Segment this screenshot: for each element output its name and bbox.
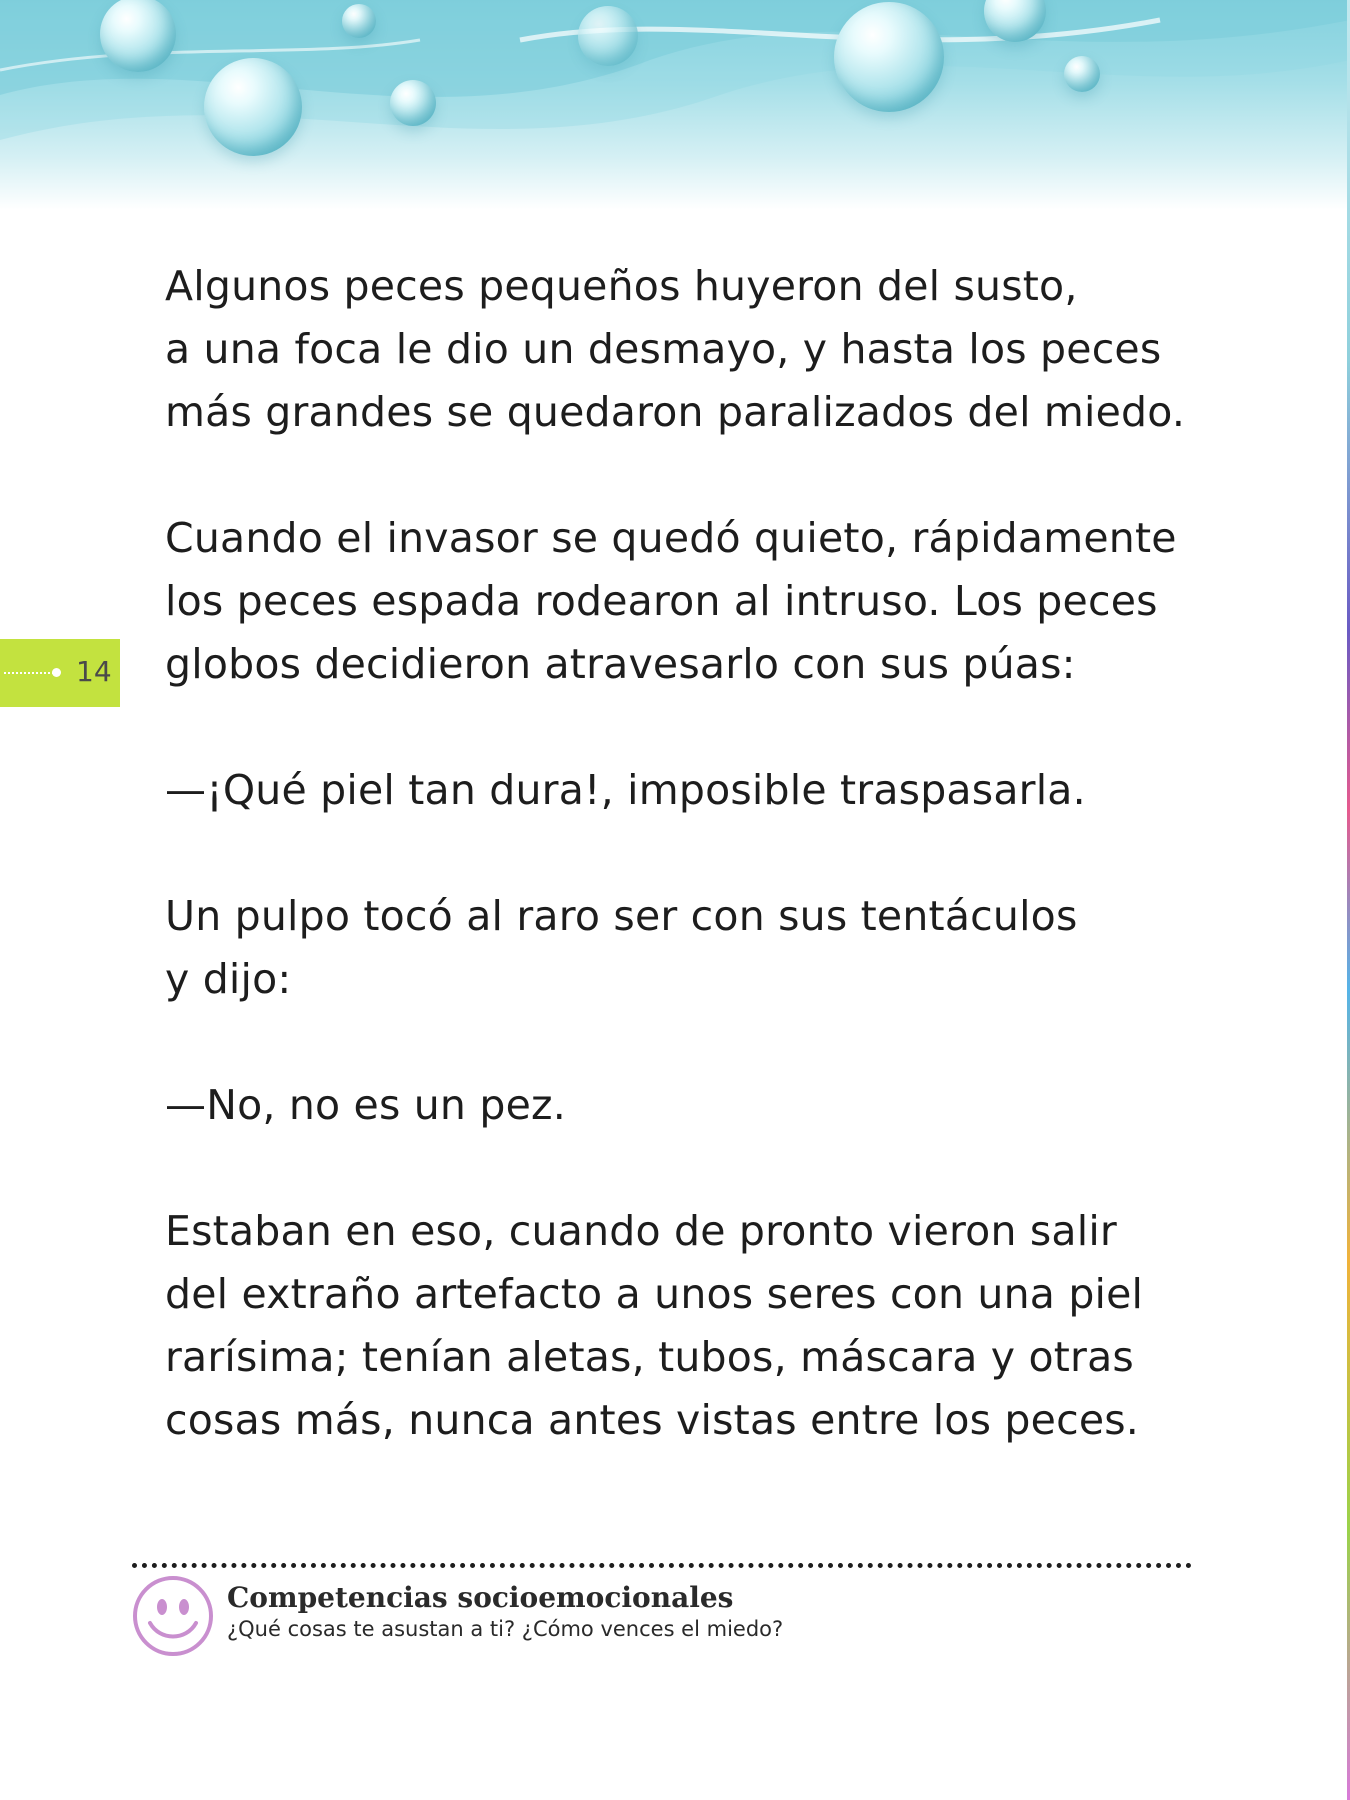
text-line: globos decidieron atravesarlo con sus púas: [165,640,1076,688]
smiley-face-icon [132,1575,214,1657]
water-header [0,0,1350,210]
paragraph-3 [165,759,1225,822]
text-line: cosas más, nunca antes vistas entre los peces. [165,1396,1140,1444]
text-line: los peces espada rodearon al intruso. Los peces [165,577,1158,625]
text-line: Un pulpo tocó al raro ser con sus tentáculos [165,892,1078,940]
text-line: Estaban en eso, cuando de pronto vieron salir [165,1207,1117,1255]
tab-dotted-line [4,672,54,674]
page-number-tab [0,639,120,707]
footer-dotted-rule [132,1563,1192,1568]
tab-dot [52,668,61,677]
text-line: rarísima; tenían aletas, tubos, máscara y otras [165,1333,1134,1381]
bubble [204,58,302,156]
paragraph-1 [165,255,1225,444]
text-line: —No, no es un pez. [165,1081,566,1129]
text-line: Cuando el invasor se quedó quieto, rápidamente [165,514,1177,562]
text-line: Algunos peces pequeños huyeron del susto, [165,262,1078,310]
bubble [342,4,376,38]
paragraph-4 [165,885,1225,1011]
bubble [834,2,944,112]
paragraph-6 [165,1200,1225,1452]
text-line: a una foca le dio un desmayo, y hasta los peces [165,325,1162,373]
bubble [390,80,436,126]
text-line: —¡Qué piel tan dura!, imposible traspasarla. [165,766,1086,814]
text-line: más grandes se quedaron paralizados del miedo. [165,388,1186,436]
text-line: del extraño artefacto a unos seres con una piel [165,1270,1144,1318]
text-line: y dijo: [165,955,292,1003]
footer-title: Competencias socioemocionales [227,1581,734,1614]
bubble [578,6,638,66]
paragraph-2 [165,507,1225,696]
page-number: 14 [76,655,112,688]
wave-decoration [0,0,1350,210]
bubble [1064,56,1100,92]
footer-question: ¿Qué cosas te asustan a ti? ¿Cómo vences el miedo? [227,1617,784,1641]
paragraph-5 [165,1074,1225,1137]
story-text [165,255,1225,1515]
